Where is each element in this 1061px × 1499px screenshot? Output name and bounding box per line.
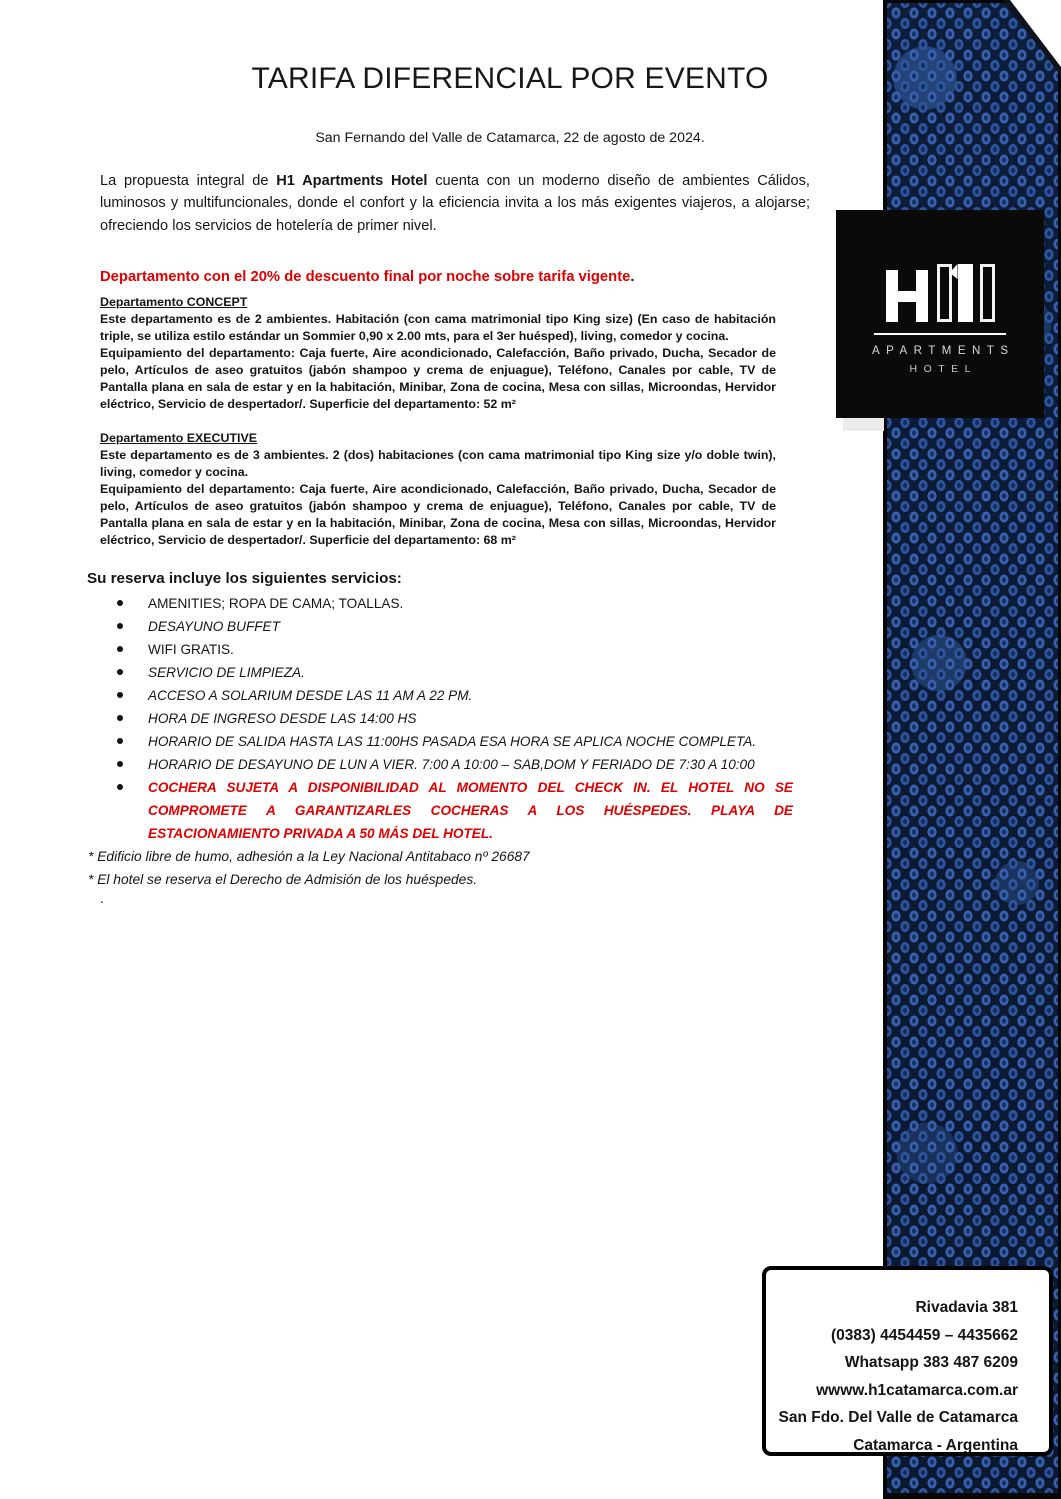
contact-address: Rivadavia 381 [915,1299,1018,1316]
list-item-parking-notice [148,776,793,845]
page-title: TARIFA DIFERENCIAL POR EVENTO [251,62,769,95]
contact-province: Catamarca - Argentina [853,1436,1018,1454]
section-executive-body-2: Equipamiento del departamento: Caja fuerte, Aire acondicionado, Calefacción, Baño privado, Ducha, Secador de pelo, Artículos de aseo gratuitos (jabón shampoo y crema de enjuague), Teléfono, Canales por cable, TV de Pantalla plana en sala de estar y en la habitación, Minibar, Zona de cocina, Mesa con sillas, Microondas, Hervidor eléctrico, Servicio de despertador/. Superficie del departamento: 68 m² [100,482,776,548]
bullet-icon [117,669,123,675]
logo-letter-h-icon [886,270,928,322]
discount-heading [100,269,810,285]
service-text: DESAYUNO BUFFET [148,619,280,635]
intro-post: cuenta con un moderno diseño de ambientes Cálidos, luminosos y multifuncionales, donde el confort y la eficiencia invita a los más exigentes viajeros, a alojarse; ofreciendo los servicios de hotelería de primer nivel. [100,173,810,234]
logo-shadow [843,418,884,431]
stray-period: . [100,891,104,907]
discount-text: Departamento con el 20% de descuento final por noche sobre tarifa vigente [100,269,631,286]
service-text: COCHERA SUJETA A DISPONIBILIDAD AL MOMENTO DEL CHECK IN. EL HOTEL NO SE COMPROMETE A GARANTIZARLES COCHERAS A LOS HUÉSPEDES. PLAYA DE ESTACIONAMIENTO PRIVADA A 50 MÁS DEL HOTEL. [148,780,793,842]
bullet-icon [117,623,123,629]
section-executive-heading: Departamento EXECUTIVE [100,431,257,446]
bullet-icon [117,761,123,767]
service-text: HORARIO DE SALIDA HASTA LAS 11:00HS PASADA ESA HORA SE APLICA NOCHE COMPLETA. [148,734,757,750]
bullet-icon [117,784,123,790]
services-heading: Su reserva incluye los siguientes servicios: [87,570,402,588]
list-item [148,638,793,661]
intro-pre: La propuesta integral de [100,173,277,189]
dateline: San Fernando del Valle de Catamarca, 22 de agosto de 2024. [315,130,705,146]
section-concept-heading: Departamento CONCEPT [100,295,248,310]
logo-digit-one-icon [958,264,973,322]
section-concept-body-1: Este departamento es de 2 ambientes. Habitación (con cama matrimonial tipo King size) (En caso de habitación triple, se utiliza estilo estándar un Sommier 0,90 x 2.00 mts, para el 3er huésped), living, comedor y cocina. [100,312,776,344]
service-text: AMENITIES; ROPA DE CAMA; TOALLAS. [148,596,404,612]
list-item [148,615,793,638]
section-executive [100,430,776,549]
hotel-logo [836,210,1044,418]
list-item [148,684,793,707]
intro-brand-name: H1 Apartments Hotel [276,173,428,189]
contact-info-card [762,1266,1053,1456]
bullet-icon [117,738,123,744]
logo-hotel-label: HOTEL [909,363,977,375]
logo-divider [874,333,1006,335]
service-text: HORA DE INGRESO DESDE LAS 14:00 HS [148,711,417,727]
list-item [148,661,793,684]
contact-whatsapp: Whatsapp 383 487 6209 [844,1354,1018,1371]
list-item [148,730,793,753]
section-concept [100,294,776,413]
list-item [148,707,793,730]
service-text: HORARIO DE DESAYUNO DE LUN A VIER. 7:00 A 10:00 – SAB,DOM Y FERIADO DE 7:30 A 10:00 [148,757,755,773]
bullet-icon [117,600,123,606]
bullet-icon [117,692,123,698]
service-text: ACCESO A SOLARIUM DESDE LAS 11 AM A 22 PM. [148,688,473,704]
bullet-icon [117,715,123,721]
logo-apartments-label: APARTMENTS [871,345,1015,357]
footnote-smoke-free: * Edificio libre de humo, adhesión a la Ley Nacional Antitabaco nº 26687 [88,849,530,865]
services-list [148,592,793,845]
contact-phone: (0383) 4454459 – 4435662 [830,1326,1018,1344]
contact-website: wwww.h1catamarca.com.ar [816,1381,1018,1399]
footnotes [88,845,810,891]
service-text: WIFI GRATIS. [148,642,234,658]
h1-logo-mark [886,263,995,322]
bullet-icon [117,646,123,652]
logo-outline-bar-icon [937,264,952,322]
logo-outline-bar-icon [980,264,995,322]
document-body [87,0,810,907]
intro-paragraph [100,170,810,237]
section-executive-body-1: Este departamento es de 3 ambientes. 2 (dos) habitaciones (con cama matrimonial tipo King size y/o doble twin), living, comedor y cocina. [100,448,776,480]
service-text: SERVICIO DE LIMPIEZA. [148,665,305,681]
list-item [148,592,793,615]
list-item [148,753,793,776]
section-concept-body-2: Equipamiento del departamento: Caja fuerte, Aire acondicionado, Calefacción, Baño privado, Ducha, Secador de pelo, Artículos de aseo gratuitos (jabón shampoo y crema de enjuague), Teléfono, Canales por cable, TV de Pantalla plana en sala de estar y en la habitación, Minibar, Zona de cocina, Mesa con sillas, Microondas, Hervidor eléctrico, Servicio de despertador/. Superficie del departamento: 52 m² [100,346,776,412]
footnote-admission: * El hotel se reserva el Derecho de Admisión de los huéspedes. [88,872,478,888]
contact-city: San Fdo. Del Valle de Catamarca [778,1409,1018,1426]
discount-period: . [630,269,635,286]
